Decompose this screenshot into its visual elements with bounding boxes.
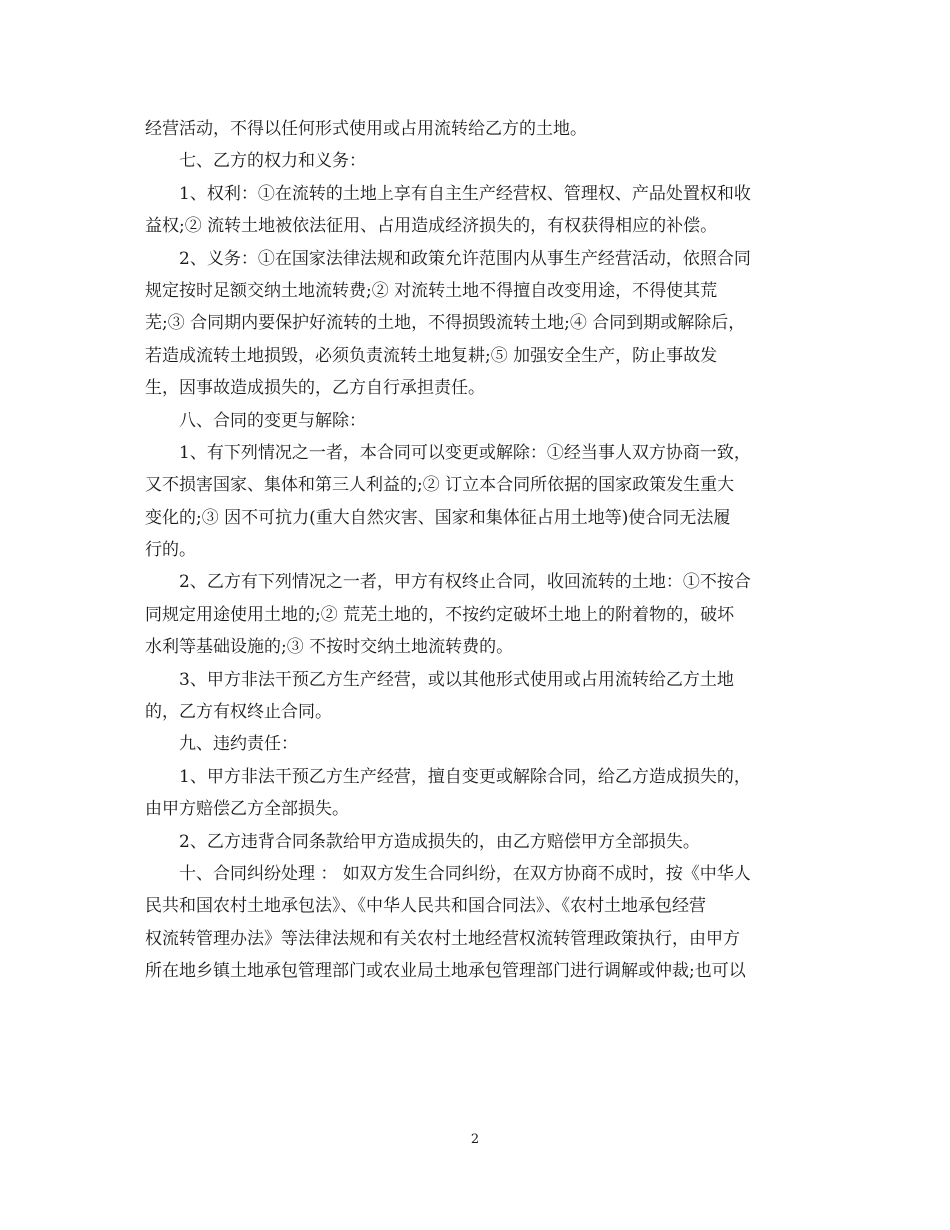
text-line: 所在地乡镇土地承包管理部门或农业局土地承包管理部门进行调解或仲裁;也可以 xyxy=(145,961,746,982)
text-line: 1、甲方非法干预乙方生产经营，擅自变更或解除合同，给乙方造成损失的， xyxy=(179,766,751,787)
text-line: 又不损害国家、集体和第三人利益的;② 订立本合同所依据的国家政策发生重大 xyxy=(145,475,735,496)
section-heading: 七、乙方的权力和义务： xyxy=(179,151,366,172)
text-line: 2、义务：①在国家法律法规和政策允许范围内从事生产经营活动，依照合同 xyxy=(179,248,751,269)
text-line: 2、乙方有下列情况之一者，甲方有权终止合同，收回流转的土地：①不按合 xyxy=(179,572,751,593)
text-line: 经营活动，不得以任何形式使用或占用流转给乙方的土地。 xyxy=(145,119,587,139)
text-line: 民共和国农村土地承包法》、《中华人民共和国合同法》、《农村土地承包经营 xyxy=(145,896,706,917)
text-line: 的，乙方有权终止合同。 xyxy=(145,702,332,723)
section-heading: 八、合同的变更与解除： xyxy=(179,410,366,431)
text-line: 芜;③ 合同期内要保护好流转的土地，不得损毁流转土地;④ 合同到期或解除后， xyxy=(145,313,746,334)
text-line: 变化的;③ 因不可抗力(重大自然灾害、国家和集体征占用土地等)使合同无法履 xyxy=(145,507,731,528)
text-line: 由甲方赔偿乙方全部损失。 xyxy=(145,799,349,820)
text-line: 生，因事故造成损失的，乙方自行承担责任。 xyxy=(145,378,485,399)
section-heading: 十、合同纠纷处理 ： 如双方发生合同纠纷，在双方协商不成时，按《中华人 xyxy=(179,863,751,884)
document-body xyxy=(145,113,815,988)
text-line: 若造成流转土地损毁，必须负责流转土地复耕;⑤ 加强安全生产，防止事故发 xyxy=(145,345,718,366)
text-line: 2、乙方违背合同条款给甲方造成损失的，由乙方赔偿甲方全部损失。 xyxy=(179,831,700,852)
text-line: 1、权利：①在流转的土地上享有自主生产经营权、管理权、产品处置权和收 xyxy=(179,183,751,204)
text-line: 3、甲方非法干预乙方生产经营，或以其他形式使用或占用流转给乙方土地 xyxy=(179,669,734,690)
text-line: 规定按时足额交纳土地流转费;② 对流转土地不得擅自改变用途，不得使其荒 xyxy=(145,280,718,301)
text-line: 1、有下列情况之一者，本合同可以变更或解除：①经当事人双方协商一致， xyxy=(179,442,751,463)
text-line: 行的。 xyxy=(145,540,196,561)
text-line: 权流转管理办法》等法律法规和有关农村土地经营权流转管理政策执行，由甲方 xyxy=(145,928,740,949)
page-number: 2 xyxy=(470,1132,480,1147)
section-heading: 九、违约责任： xyxy=(179,734,298,755)
text-line: 益权;② 流转土地被依法征用、占用造成经济损失的，有权获得相应的补偿。 xyxy=(145,216,718,237)
text-line: 同规定用途使用土地的;② 荒芜土地的，不按约定破坏土地上的附着物的，破坏 xyxy=(145,604,735,625)
text-line: 水利等基础设施的;③ 不按时交纳土地流转费的。 xyxy=(145,637,514,658)
